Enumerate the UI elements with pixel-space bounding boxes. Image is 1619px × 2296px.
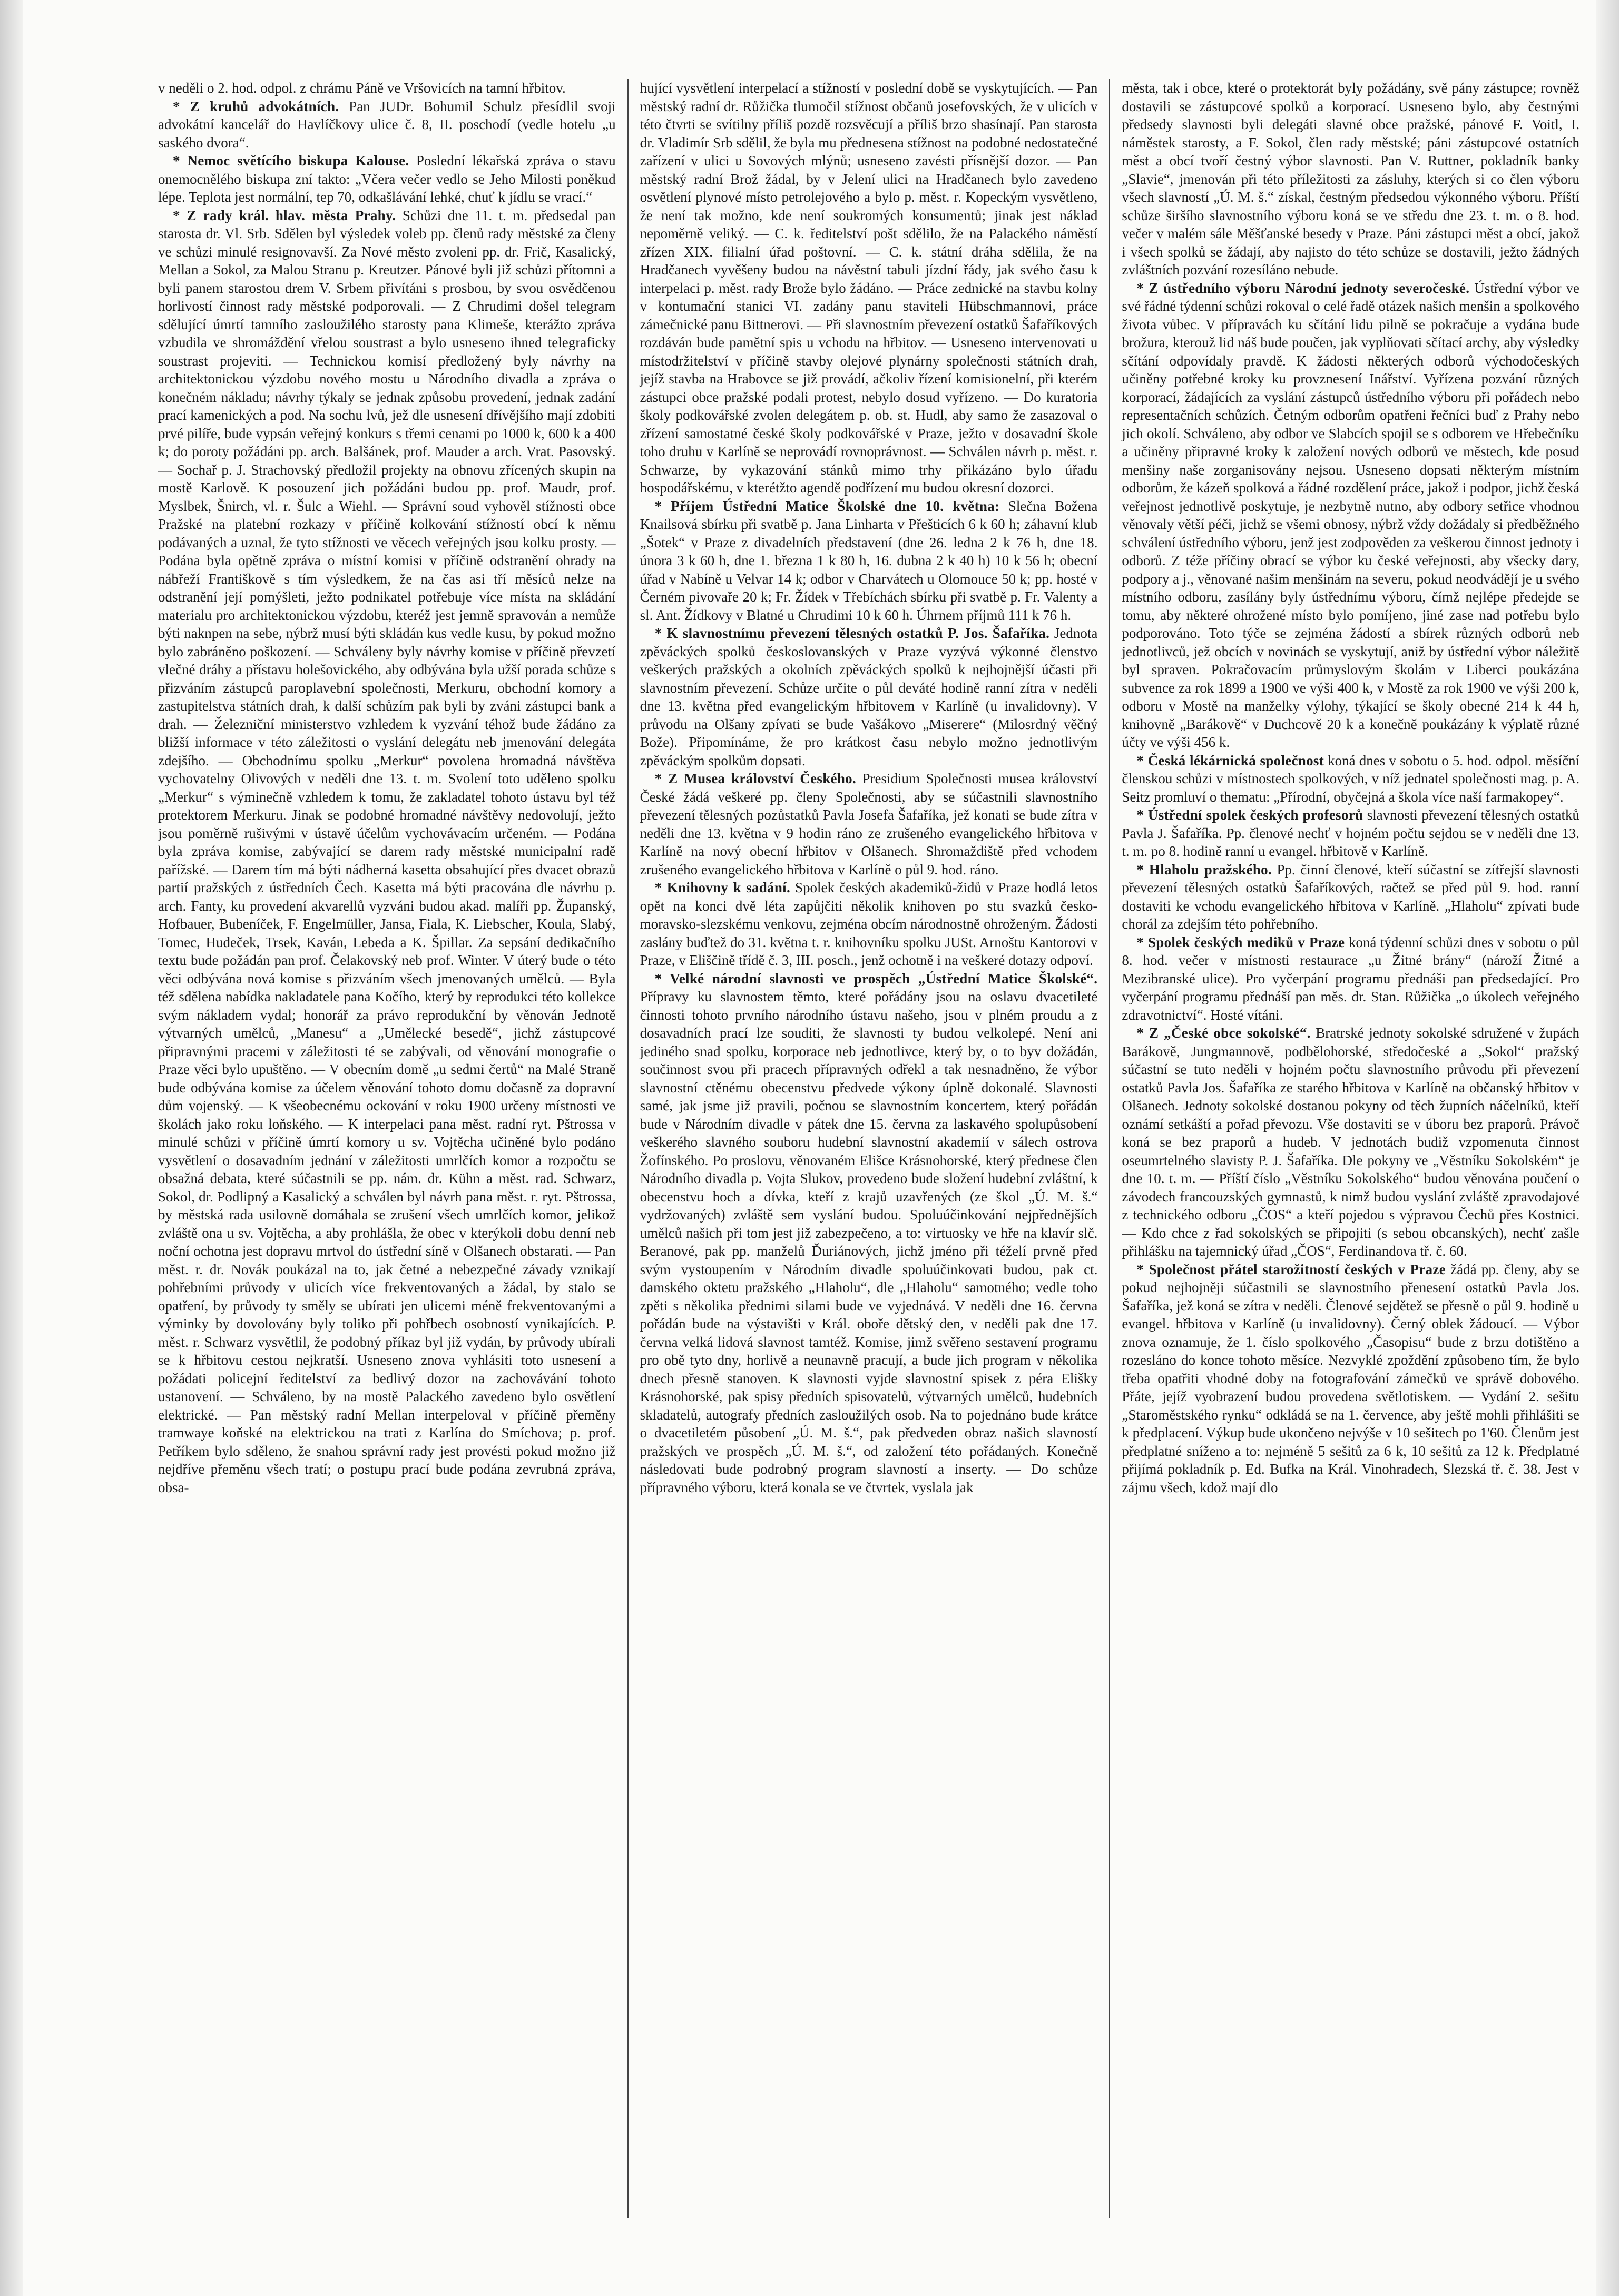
paragraph: města, tak i obce, které o protektorát byly požádány, svě pány zástupce; rovněž dostavili se zástupcové spolků a korporací. Usneseno bylo, aby čestnými předsedy slavnosti byli delegáti slavné obce pražské, pánové F. Voitl, I. náměstek starosty, a F. Sokol, člen rady městské; páni zástupcové ostatních měst a obcí tvoří čestný výbor slavnosti. Pan V. Ruttner, pokladník banky „Slavie“, jmenován při této příležitosti za zásluhy, kterých si co člen výboru všech slavností „Ú. M. š.“ získal, čestným předsedou výkonného výboru. Příští schůze širšího slavnostního výboru koná se ve středu dne 23. t. m. o 8. hod. večer v malém sále Měšťanské besedy v Praze. Páni zástupci měst a obcí, jakož i všech spolků se žádají, aby najisto do této schůze se dostavili, ježto žádných zvláštních pozvání rozesíláno nebude.	[1122, 80, 1580, 278]
scan-edge-left	[0, 0, 23, 2296]
paragraph: Poslední lékařská zpráva o stavu onemocnělého biskupa zní takto: „Včera večer vedlo se Jeho Milosti poněkud lépe. Teplota jest normální, tep 70, odkašlávání lehké, chuť k jídlu se vrací.“	[158, 153, 616, 205]
section-heading: * K slavnostnímu převezení tělesných ostatků P. Jos. Šafaříka.	[654, 625, 1050, 641]
section-heading: * Velké národní slavnosti ve prospěch „Ústřední Matice Školské“.	[654, 970, 1098, 987]
paragraph: Pan JUDr. Bohumil Schulz přesídlil svoji advokátní kancelář do Havlíčkovy ulice č. 8, II. poschodí (vedle hotelu „u saského dvora“.	[158, 98, 616, 151]
paragraph: Schůzi dne 11. t. m. předsedal pan starosta dr. Vl. Srb. Sdělen byl výsledek voleb pp. členů rady městské za členy ve schůzi minulé resignovavší. Za Nové město zvoleni pp. dr. Frič, Kasalický, Mellan a Sokol, za Malou Stranu p. Kreutzer. Pánové byli již schůzi přítomni a byli panem starostou drem V. Srbem přivítáni s prosbou, by svou osvědčenou horlivostí činnost rady městské podporovali. — Z Chrudimi došel telegram sdělující úmrtí tamního zasloužilého starosty pana Klimeše, kterážto zpráva vzbudila ve shromáždění vřelou soustrast a bylo usneseno ihned telegraficky soustrast projeviti. — Technickou komisí předložený byly návrhy na architektonickou výzdobu nového mostu u Národního divadla a zpráva o konečném nákladu; návrhy týkaly se jednak způsobu provedení, jednak zadání prací kamenických a pod. Na sochu lvů, jež dle usnesení dřívějšího mají zdobiti prvé pilíře, bude vypsán veřejný konkurs s třemi cenami po 1000 k, 600 k a 400 k; do poroty požádáni pp. arch. Balšánek, prof. Mauder a arch. Vrat. Pasovský. — Sochař p. J. Strachovský předložil projekty na obnovu zřícených skupin na mostě Karlově. K posouzení jich požádáni budou pp. prof. Maudr, prof. Myslbek, Šnirch, vl. r. Šulc a Wiehl. — Správní soud vyhověl stížnosti obce Pražské na platební rozkazy v příčině kolkování stížností obcí k němu podávaných a uznal, že tyto stížnosti ve věcech veřejných jsou kolku prosty. — Podána byla opětně zpráva o místní komisi v příčině odstranění ohrady na nábřeží Františkově s tím výsledkem, že na čas asi tří měsíců nelze na odstranění její pomýšleti, ježto podnikatel potřebuje více místa na skládání materialu pro architektonickou výzdobu, kteréž jest jemně spravován a nemůže býti naknpen na sebe, nýbrž musí býti skládán kus vedle kusu, by pokud možno bylo zabráněno poškození. — Schváleny byly návrhy komise v příčině převzetí vlečné dráhy a přístavu holešovického, aby odbývána byla užší porada schůze s přizváním zástupců paroplavební společnosti, Merkuru, obchodní komory a zastupitelstva státních drah, k další schůzím pak byli by zváni zástupci bank a drah. — Železniční ministerstvo vzhledem k vyzvání téhož bude žádáno za bližší informace v této záležitosti o vyslání delegátu neb jmenování delegáta zdejšího. — Obchodnímu spolku „Merkur“ povolena hromadná návštěva vychovatelny Olivových v neděli dne 13. t. m. Svolení toto uděleno spolku „Merkur“ s výminečně vzhledem k tomu, že zakladatel tohoto ústavu byl též protektorem Merkuru. Jinak se podobné hromadné návštěvy nedovolují, ježto jsou poměrně rušivými v ústavě účelům vychovávacím určeném. — Podána byla zpráva komise, zabývající se darem rady městské municipalní radě pařížské. — Darem tím má býti nádherná kasetta obsahující přes dvacet obrazů partií pražských z ústředních Čech. Kasetta má býti pracována dle návrhu p. arch. Fanty, ku provedení akvarellů vyzváni budou akad. malíři pp. Županský, Hofbauer, Bubeníček, F. Engelmüller, Jansa, Fiala, K. Liebscher, Koula, Slabý, Tomec, Hudeček, Trsek, Kaván, Lebeda a K. Špillar. Za sepsání dedikačního textu bude požádán pan prof. Čelakovský neb prof. Winter. V úterý bude o této věci odbývána nová komise s přizváním všech jmenovaných umělců. — Byla též sdělena nabídka nakladatele pana Kočího, který by reprodukci této kollekce svým nákladem vydal; honorář za právo reprodukční by věnován Jednotě výtvarných umělců, „Manesu“ a „Umělecké besedě“, jichž zástupcové připravnými pracemi v záležitosti té se zabývali, od věnování monografie o Praze věci bylo upuštěno. — V obecním domě „u sedmi čertů“ na Malé Straně bude odbývána komise za účelem věnování tohoto domu dočasně za dopravní dům vojenský. — K všeobecnému ockování v roku 1900 určeny místnosti ve školách jako roku loňského. — K interpelaci pana měst. radní ryt. Pštrossa v minulé schůzi v příčině úmrtí komory u sv. Vojtěcha učiněné bylo podáno vysvětlení o dosavadním jednání v záležitosti umrlčích komor a rozpočtu se obsažná debata, které súčastnili se pp. nám. dr. Kühn a měst. rad. Schwarz, Sokol, dr. Podlipný a Kasalický a schválen byl návrh pana měst. r. ryt. Pštrossa, by městská rada usilovně domáhala se zrušení všech umrlčích komor, jelikož zvláště ona u sv. Vojtěcha, a aby prohlášla, že obec v kterýkoli dobu denní neb noční ochotna jest dopravu mrtvol do ústřední síně v Olšanech obstarati. — Pan měst. r. dr. Novák poukázal na to, jak četné a nebezpečné závady vznikají pohřebními průvody v ulicích více frekventovaných a žádal, by stalo se opatření, by průvody ty směly se ubírati jen ulicemi méně frekventovanými a výminky by dovolovány byly toliko při pohřbech osobností vynikajících. P. měst. r. Schwarz vysvětlil, že podobný příkaz byl již vydán, by průvody ubírali se k hřbitovu cestou nejkratší. Usneseno znova vyhlásiti toto usnesení a požádati policejní ředitelství za bedlivý dozor na zachovávání tohoto ustanovení. — Schváleno, by na mostě Palackého zavedeno bylo osvětlení elektrické. — Pan městský radní Mellan interpeloval v příčině přeměny tramwaye koňské na elektrickou na trati z Karlína do Smíchova; p. prof. Petříkem bylo sděleno, že snahou správní rady jest provésti pokud možno již nejdříve přeměnu všech tratí; o postupu prací bude podána zevrubná zpráva, obsa-	[158, 207, 616, 1495]
text-columns	[158, 79, 1591, 2218]
paragraph: koná týdenní schůzi dnes v sobotu o půl 8. hod. večer v místnosti restaurace „u Žitné brány“ (nároží Žitné a Mezibranské ulice). Pro vyčerpání programu přednáši pan předsedající. Pro vyčerpání programu přednáší pan měs. dr. Stan. Růžička „o úkolech veřejného zdravotnictví“. Hosté vítáni.	[1122, 934, 1580, 1023]
section-heading: * Z rady král. hlav. města Prahy.	[173, 207, 396, 223]
column-2	[627, 79, 1110, 2218]
section-heading: * Ústřední spolek českých profesorů	[1136, 807, 1363, 823]
paragraph: slavnosti převezení tělesných ostatků Pavla J. Šafaříka. Pp. členové nechť v hojném počtu sejdou se v neděli dne 13. t. m. po 8. hodině ranní u evangel. hřbitově v Karlíně.	[1122, 807, 1580, 859]
column-3	[1109, 79, 1591, 2218]
paragraph: Slečna Božena Knailsová sbírku při svatbě p. Jana Linharta v Přešticích 6 k 60 h; záhavní klub „Šotek“ v Praze z divadelních představení (dne 26. ledna 2 k 76 h, dne 18. února 3 k 60 h, dne 1. března 1 k 80 h, 16. dubna 2 k 40 h) 10 k 56 h; obecní úřad v Nabíně u Velvar 14 k; odbor v Charvátech u Olomouce 50 k; pp. hosté v Černém pivovaře 20 k; Fr. Žídek v Třebíchách sbírku při svatbě p. Fr. Valenty a sl. Ant. Žídkovy v Blatné u Chrudimi 10 k 60 h. Úhrnem příjmů 111 k 76 h.	[640, 498, 1098, 623]
paragraph: Presidium Společnosti musea království České žádá veškeré pp. členy Společnosti, aby se súčastnili slavnostního převezení tělesných pozůstatků Pavla Josefa Šafaříka, jež konati se bude zítra v neděli dne 13. května v 9 hodin ráno ze zrušeného evangelického hřbitova v Karlíně na nový obecní hřbitov v Olšanech. Shromaždiště před vchodem zrušeného evangelického hřbitova v Karlíně o půl 9. hod. ráno.	[640, 771, 1098, 878]
paragraph: Spolek českých akademiků-židů v Praze hodlá letos opět na konci dvě léta zapůjčiti několik knihoven po stu svazků česko-moravsko-slezskému venkovu, zejména obcím národnostně ohroženým. Žádosti zaslány buďtež do 31. května t. r. knihovníku spolku JUSt. Arnoštu Kantorovi v Praze, v Eliščině třídě č. 3, III. posch., jenž ochotně i na veškeré dotazy odpoví.	[640, 880, 1098, 968]
section-heading: * Knihovny k sadání.	[654, 880, 791, 895]
scan-edge-right	[1596, 0, 1619, 2296]
section-heading: * Z „České obce sokolské“.	[1136, 1025, 1311, 1041]
paragraph: Ústřední výbor ve své řádné týdenní schůzi rokoval o celé řadě otázek našich menšin a spolkového života vůbec. V přípravách ku sčítání lidu pilně se pokračuje a vydána bude brožura, kterouž lid náš bude poučen, jak vyplňovati sčítací archy, aby výsledky sčítání odpovídaly pravdě. K žádosti některých odborů východočeských učiněny potřebné kroky ku provznesení Inářství. Vyřízena pozvání různých korporací, žádajících za vyslání zástupců ústředního výboru při pořádech nebo representačních schůzích. Četným odborům opatřeni řečníci buď z Prahy nebo jich okolí. Schváleno, aby odbor ve Slabcích spojil se s odborem ve Hřebečníku a učiněny připravné kroky k založení nových odborů ve městech, kde posud menšiny naše zorganisovány nejsou. Usneseno dopsati některým místním odborům, že kázeň spolková a řádné rozdělení práce, jakož i podpor, jichž česká veřejnost jednotlivě poskytuje, je nezbytně nutno, aby odbory setřice vhodnou věnovaly větší péči, jichž se všemi obnosy, nýbrž vždy dožádaly si předběžného schválení ústředního výboru, jenž jest zodpověden za veškerou činnost jednoty i odborů. Z téže příčiny obrací se výbor ku české veřejnosti, aby všecky dary, podpory a j., věnované našim menšinám na severu, pokud neodvádějí je u svého místního odboru, zasílány byly ústřednímu výboru, čímž nejlépe předejde se tomu, aby některé ohrožené místo bylo pomíjeno, jiné zase nad potřebu bylo podporováno. Toto týče se zejména žádostí a sbírek různých odborů neb jednotlivců, jež obcích v novinách se vyskytují, aniž by ústřední výbor náležitě byl spraven. Pokračovacím průmyslovým školám v Liberci poukázána subvence za rok 1899 a 1900 ve výši 400 k, v Mostě za rok 1900 ve výši 200 k, odboru v Mostě na manželky výlohy, týkající se školy obecné 214 k 44 h, knihovně „Barákově“ v Duchcově 20 k a konečně poukázány k výplatě různé účty ve výši 456 k.	[1122, 280, 1580, 750]
section-heading: * Z kruhů advokátních.	[173, 98, 339, 114]
column-1	[158, 79, 627, 2218]
paragraph: hující vysvětlení interpelací a stížností v poslední době se vyskytujících. — Pan městský radní dr. Růžička tlumočil stížnost občanů josefovských, že v ulicích v této čtvrti se svítilny příliš pozdě rozsvěcují a příliš brzo shasínají. Pan starosta dr. Vladimír Srb sdělil, že byla mu přednesena stížnost na podobné nedostatečné zařízení v ulici u Sovových mlýnů; usneseno zavésti přísnější dozor. — Pan městský radní Brož žádal, by v Jelení ulici na Hradčanech bylo zavedeno osvětlení plynové místo petrolejového a bylo p. měst. r. Kopeckým vysvětleno, že není tak možno, kde není soukromých konsumentů; jinak jest náklad nepoměrně veliký. — C. k. ředitelství pošt sdělilo, že na Palackého náměstí zřízen XIX. filialní úřad poštovní. — C. k. státní dráha sdělila, že na Hradčanech vyvěšeny budou na návěstní tabuli jízdní řády, jak svého času k interpelaci p. měst. rady Brože bylo žádáno. — Práce zednické na stavbu kolny v kontumační stanici VI. zadány panu staviteli Hübschmannovi, práce zámečnické panu Bittnerovi. — Při slavnostním převezení ostatků Šafaříkových rozdáván bude pamětní spis u vchodu na hřbitov. — Usneseno intervenovati u místodržitelství v příčině stavby olejové plynárny společnosti státních drah, jejíž stavba na Hrabovce se již provádí, ačkoliv řízení komisionelní, při kterém zástupci obce pražské podali protest, nebylo dosud vyřízeno. — Do kuratoria školy podkovářské zvolen delegátem p. ob. st. Hudl, aby samo že zasazoval o zřízení samostatné české školy podkovářské v Praze, ježto v dosavadní škole toho druhu v Karlíně se neprovádí rovnoprávnost. — Schválen návrh p. měst. r. Schwarze, by vykazování stánků mimo trhy přikázáno bylo úřadu hospodářskému, v kterétžto agendě podřízení mu budou okresní dozorci.	[640, 80, 1098, 496]
section-heading: * Příjem Ústřední Matice Školské dne 10. května:	[654, 498, 1000, 514]
section-heading: * Společnost přátel starožitností českých v Praze	[1136, 1261, 1446, 1277]
section-heading: * Z Musea království Českého.	[654, 771, 856, 786]
paragraph: Pp. činní členové, kteří súčastní se zítřejší slavnosti převezení tělesných ostatků Šafaříkových, račtež se před půl 9. hod. ranní dostaviti ke vchodu evangelického hřbitova v Karlíně. „Hlaholu“ zpívati bude chorál za zdejším této pohřebního.	[1122, 861, 1580, 932]
paragraph: Bratrské jednoty sokolské sdružené v župách Barákově, Jungmannově, podbělohorské, středočeské a „Sokol“ pražský súčastní se tuto neděli v hojném počtu slavnostního průvodu při převezení ostatků Pavla Jos. Šafaříka ze starého hřbitova v Karlíně na občanský hřbitov v Olšanech. Jednoty sokolské dostanou pokyny od těch župních náčelníků, kteří oznámí setkáští a pořad převozu. Vše dostaviti se v úboru bez praporů. Právoč koná se bez praporů a hudeb. V jednotách budiž vzpomenuta činnost oseumrtelného slavisty P. J. Šafaříka. Dle pokyny ve „Věstníku Sokolském“ je dne 10. t. m. — Příští číslo „Věstníku Sokolského“ budou věnována poučení o závodech francouzských gymnastů, k nimž budou vyslání zvláště zpravodajové z technického odboru „ČOS“ a kteří pojedou s výpravou Čechů přes Kostnici. — Kdo chce z řad sokolských se připojiti (s sebou obcanských), nechť zašle přihlášku na tajemnický úřad „ČOS“, Ferdinandova tř. č. 60.	[1122, 1025, 1580, 1259]
paragraph: žádá pp. členy, aby se pokud nejhojněji súčastnili se slavnostního přenesení ostatků Pavla Jos. Šafaříka, jež koná se zítra v neděli. Členové sejdětež se přesně o půl 9. hodině u evangel. hřbitova v Karlíně (u invalidovny). Černý oblek žádoucí. — Výbor znova oznamuje, že 1. číslo spolkového „Časopisu“ bude z brzu dotištěno a rozesláno do konce tohoto měsíce. Nezvyklé zpoždění způsobeno tím, že bylo třeba opatřiti vhodné doby na fotografování zámečků ve správě dobového. Přáte, jejíž vyobrazení budou provedena světlotiskem. — Vydání 2. sešitu „Staroměstského rynku“ odkládá se na 1. července, aby ještě mohli přihlášiti se k předplacení. Výkup bude ukončeno nejvýše v 10 sešitech po 1'60. Členům jest předplatné sníženo a to: nejméně 5 sešitů za 6 k, 10 sešitů za 12 k. Předplatné přijímá pokladník p. Ed. Bufka na Král. Vinohradech, Slezská tř. č. 38. Jest v zájmu všech, kdož mají dlo	[1122, 1261, 1580, 1495]
section-heading: * Z ústředního výboru Národní jednoty severočeské.	[1136, 280, 1470, 296]
section-heading: * Nemoc světícího biskupa Kalouse.	[173, 153, 409, 169]
section-heading: * Česká lékárnická společnost	[1136, 752, 1324, 768]
section-heading: * Spolek českých mediků v Praze	[1136, 934, 1345, 950]
paragraph: v neděli o 2. hod. odpol. z chrámu Páně ve Vršovicích na tamní hřbitov.	[158, 80, 566, 96]
paragraph: Přípravy ku slavnostem těmto, které pořádány jsou na oslavu dvacetileté činnosti tohoto prvního národního ústavu našeho, jsou v plném proudu a z dosavadních prací lze souditi, že slavnosti ty budou velkolepé. Není ani jediného snad spolku, korporace neb jednotlivce, který by, o to byv dožádán, součinnost svou při pracech přípravných odřekl a tak nesnadněno, že výbor slavnostní ctěnému obecenstvu předvede výkony úplně dokonalé. Slavnosti samé, jak jsme již pravili, počnou se slavnostním koncertem, který pořádán bude v Národním divadle v pátek dne 15. června za laskavého spolupůsobení veškerého slavného souboru hudební slavnostní akademií v sálech ostrova Žofínského. Po proslovu, věnovaném Elišce Krásnohorské, který přednese člen Národního divadla p. Vojta Slukov, provedeno bude složení hudební zvláštní, k obecenstvu hoch a dívka, kteří z krajů uzavřených (ze škol „Ú. M. š.“ vydržovaných) zvláště sem vyslání budou. Spoluúčinkování nejpřednějších umělců našich při tom jest již zabezpečeno, a to: virtuosky ve hře na klavír slč. Beranové, pak pp. manželů Ďuriánových, jichž jméno při téželí prvně před svým vystoupením v Národním divadle spoluúčinkovati budou, pak ct. damského oktetu pražského „Hlaholu“, dle „Hlaholu“ samotného; vedle toho zpěti s několika přednimi silami bude ve vyjednává. V neděli dne 16. června pořádán bude na výstavišti v Král. oboře dětský den, v neděli pak dne 17. června velká lidová slavnost tamtéž. Komise, jimž svěřeno sestavení programu pro obě tyto dny, horlivě a neunavně pracují, a bude jich program v několika dnech přesně stanoven. K slavnosti vyjde slavnostní spisek z péra Elišky Krásnohorské, pak spisy předních spisovatelů, výtvarných umělců, hudebních skladatelů, autografy předních zasloužilých osob. Na to pojednáno bude krátce o dvacetiletém působení „Ú. M. š.“, pak předveden obraz našich slavností pražských ve prospěch „Ú. M. š.“, od založení této pořádaných. Konečně následovati bude podrobný program slavností a inserty. — Do schůze přípravného výboru, která konala se ve čtvrtek, vyslala jak	[640, 989, 1098, 1495]
paragraph: Jednota zpěváckých spolků českoslovanských v Praze vyzývá výkonné členstvo veškerých pražských a okolních zpěváckých spolků k nejhojnější účasti při slavnostním převezení. Schůze určite o půl deváté hodině ranní zítra v neděli dne 13. května před evangelickým hřbitovem v Karlíně (u invalidovny). V průvodu na Olšany zpívati se bude Vašákovo „Miserere“ (Milosrdný věčný Bože). Připomínáme, že pro krátkost času nebylo možno jednotlivým zpěváckým spolkům dopsati.	[640, 625, 1098, 768]
section-heading: * Hlaholu pražského.	[1136, 861, 1272, 878]
paragraph: koná dnes v sobotu o 5. hod. odpol. měsíční členskou schůzi v místnostech spolkových, v níž jednatel společnosti mag. p. A. Seitz promluví o thematu: „Přírodní, obyčejná a škola více naší farmakopey“.	[1122, 752, 1580, 805]
